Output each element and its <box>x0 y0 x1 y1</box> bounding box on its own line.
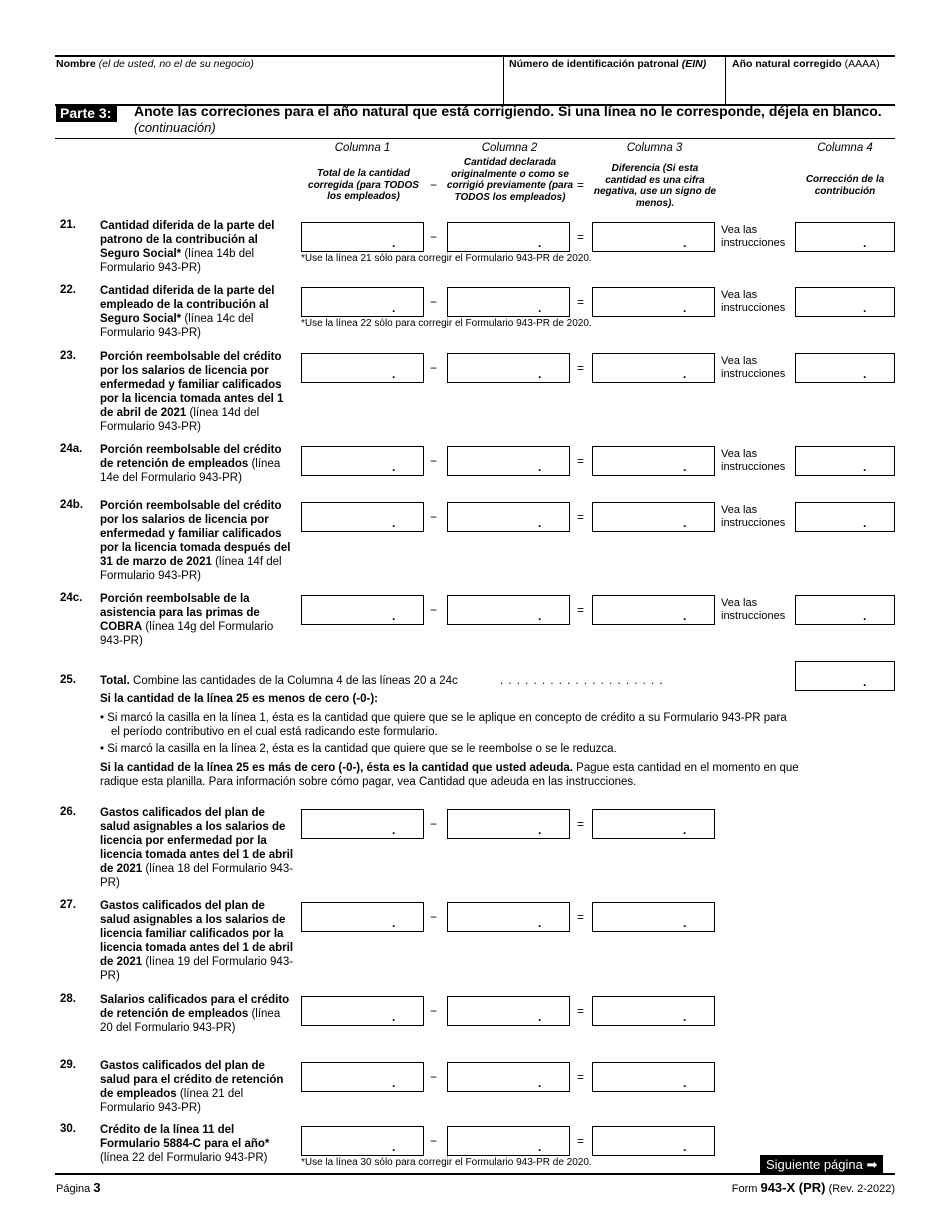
col1-amount-box[interactable]: . <box>301 353 424 383</box>
equals-sign: = <box>577 1070 585 1084</box>
col4-description: Corrección de la contribución <box>805 174 885 197</box>
line-label: Salarios calificados para el crédito de retención de empleados (línea 20 del Formulario 943-PR) <box>100 994 290 1034</box>
col1-title: Columna 1 <box>334 142 391 154</box>
minus-sign: − <box>430 1134 438 1148</box>
col3-amount-box[interactable]: . <box>592 996 715 1026</box>
line25-number: 25. <box>60 674 76 686</box>
col2-amount-box[interactable]: . <box>447 595 570 625</box>
col4-amount-box[interactable]: . <box>795 595 895 625</box>
col4-amount-box[interactable]: . <box>795 287 895 317</box>
col2-amount-box[interactable]: . <box>447 502 570 532</box>
line-label: Porción reembolsable de la asistencia para las primas de COBRA (línea 14g del Formulario 943-PR) <box>100 593 274 647</box>
minus-sign: − <box>430 910 438 924</box>
col3-amount-box[interactable]: . <box>592 902 715 932</box>
line25-total-box[interactable]: . <box>795 661 895 691</box>
equals-sign: = <box>577 230 585 244</box>
col3-amount-box[interactable]: . <box>592 502 715 532</box>
col1-amount-box[interactable]: . <box>301 595 424 625</box>
col1-amount-box[interactable]: . <box>301 287 424 317</box>
col3-amount-box[interactable]: . <box>592 353 715 383</box>
equals-sign: = <box>577 1134 585 1148</box>
line-footnote: *Use la línea 21 sólo para corregir el Formulario 943-PR de 2020. <box>301 253 592 264</box>
col2-amount-box[interactable]: . <box>447 1062 570 1092</box>
col4-amount-box[interactable]: . <box>795 502 895 532</box>
col4-amount-box[interactable]: . <box>795 353 895 383</box>
see-instructions: Vea las instrucciones <box>721 289 786 314</box>
col3-description: Diferencia (Si esta cantidad es una cifra negativa, use un signo de menos). <box>593 163 717 209</box>
minus-sign: − <box>430 603 438 617</box>
equals-sign: = <box>577 295 585 309</box>
line25-less-than-zero: Si la cantidad de la línea 25 es menos de cero (-0-): <box>100 693 379 705</box>
line-label: Porción reembolsable del crédito por los salarios de licencia por enfermedad y familiar calificados por la licencia tomada antes del 1 de abril de 2021 (línea 14d del Formulario 943-PR) <box>100 351 284 433</box>
equals-sign: = <box>577 603 585 617</box>
line-label: Gastos calificados del plan de salud asignables a los salarios de licencia familiar calificados por la licencia tomada antes del 1 de abril de 2021 (línea 19 del Formulario 943-PR) <box>100 900 294 982</box>
ein-field-label: Número de identificación patronal (EIN) <box>509 58 707 70</box>
line-number: 24a. <box>60 443 83 455</box>
name-field-label: Nombre (el de usted, no el de su negocio) <box>56 58 254 70</box>
equals-sign: = <box>577 910 585 924</box>
part-subtitle: (continuación) <box>134 120 216 135</box>
col2-amount-box[interactable]: . <box>447 996 570 1026</box>
col4-amount-box[interactable]: . <box>795 446 895 476</box>
col1-amount-box[interactable]: . <box>301 809 424 839</box>
equals-sign: = <box>577 361 585 375</box>
equals-sign: = <box>577 817 585 831</box>
line-number: 26. <box>60 806 76 818</box>
name-input[interactable] <box>58 76 498 100</box>
line-label: Gastos calificados del plan de salud asignables a los salarios de licencia por enfermedad por la licencia tomada antes del 1 de abril de 2021 (línea 18 del Formulario 943-PR) <box>100 807 294 889</box>
see-instructions: Vea las instrucciones <box>721 504 786 529</box>
col1-amount-box[interactable]: . <box>301 1062 424 1092</box>
col3-amount-box[interactable]: . <box>592 595 715 625</box>
part-label: Parte 3: <box>56 104 117 122</box>
equals-sign: = <box>577 454 585 468</box>
col2-amount-box[interactable]: . <box>447 902 570 932</box>
ein-input[interactable] <box>507 76 721 100</box>
col1-amount-box[interactable]: . <box>301 502 424 532</box>
line25-bullet-2: • Si marcó la casilla en la línea 2, ésta es la cantidad que quiere que se le reembolse o se le reduzca. <box>100 743 617 755</box>
see-instructions: Vea las instrucciones <box>721 355 786 380</box>
line-label: Porción reembolsable del crédito por los salarios de licencia por enfermedad y familiar calificados por la licencia tomada después del 31 de marzo de 2021 (línea 14f del Formulario 943-PR) <box>100 500 291 582</box>
next-page-button[interactable]: Siguiente página ➡ <box>760 1155 883 1174</box>
line-footnote: *Use la línea 22 sólo para corregir el Formulario 943-PR de 2020. <box>301 318 592 329</box>
year-field-label: Año natural corregido (AAAA) <box>732 58 880 70</box>
see-instructions: Vea las instrucciones <box>721 597 786 622</box>
col4-title: Columna 4 <box>817 142 873 154</box>
col3-amount-box[interactable]: . <box>592 809 715 839</box>
minus-sign: − <box>430 510 438 524</box>
minus-sign: − <box>430 1004 438 1018</box>
col2-amount-box[interactable]: . <box>447 446 570 476</box>
line-label: Porción reembolsable del crédito de retención de empleados (línea 14e del Formulario 943-PR) <box>100 444 282 484</box>
minus-sign: − <box>430 454 438 468</box>
col2-description: Cantidad declarada originalmente o como se corrigió previamente (para TODOS los empleados) <box>446 157 574 203</box>
col1-amount-box[interactable]: . <box>301 1126 424 1156</box>
col3-amount-box[interactable]: . <box>592 1126 715 1156</box>
col3-title: Columna 3 <box>626 142 683 154</box>
line-number: 22. <box>60 284 76 296</box>
part-title: Anote las correciones para el año natural que está corrigiendo. Si una línea no le corresponde, déjela en blanco. <box>134 103 882 119</box>
col2-title: Columna 2 <box>481 142 538 154</box>
equals-sign: = <box>577 1004 585 1018</box>
col1-amount-box[interactable]: . <box>301 996 424 1026</box>
equals-sign: = <box>577 510 585 524</box>
col1-amount-box[interactable]: . <box>301 902 424 932</box>
line-label: Cantidad diferida de la parte del empleado de la contribución al Seguro Social* (línea 14c del Formulario 943-PR) <box>100 285 275 339</box>
minus-sign: − <box>430 1070 438 1084</box>
col2-amount-box[interactable]: . <box>447 287 570 317</box>
line25-bullet-1: • Si marcó la casilla en la línea 1, ésta es la cantidad que quiere que se le aplique en concepto de crédito a su Formulario 943-PR para el período contributivo en el cual está radicando este formulario. <box>100 712 787 738</box>
col3-amount-box[interactable]: . <box>592 1062 715 1092</box>
minus-sign: − <box>430 295 438 309</box>
col2-amount-box[interactable]: . <box>447 353 570 383</box>
col2-amount-box[interactable]: . <box>447 809 570 839</box>
col2-amount-box[interactable]: . <box>447 222 570 252</box>
see-instructions: Vea las instrucciones <box>721 224 786 249</box>
col3-amount-box[interactable]: . <box>592 222 715 252</box>
col1-amount-box[interactable]: . <box>301 446 424 476</box>
line-footnote: *Use la línea 30 sólo para corregir el Formulario 943-PR de 2020. <box>301 1157 592 1168</box>
line25-leader-dots: . . . . . . . . . . . . . . . . . . . . <box>500 675 664 687</box>
col-header-minus: − <box>430 178 438 192</box>
minus-sign: − <box>430 817 438 831</box>
col-header-equals: = <box>577 178 585 192</box>
line-number: 23. <box>60 350 76 362</box>
line25-total: Total. Combine las cantidades de la Columna 4 de las líneas 20 a 24c <box>100 675 458 687</box>
col2-amount-box[interactable]: . <box>447 1126 570 1156</box>
minus-sign: − <box>430 361 438 375</box>
col1-description: Total de la cantidad corregida (para TODOS los empleados) <box>308 168 419 202</box>
see-instructions: Vea las instrucciones <box>721 448 786 473</box>
form-identifier: Form 943-X (PR) (Rev. 2-2022) <box>731 1180 895 1195</box>
year-input[interactable] <box>729 76 893 100</box>
line-label: Gastos calificados del plan de salud para el crédito de retención de empleados (línea 21 del Formulario 943-PR) <box>100 1060 284 1114</box>
line-number: 24c. <box>60 592 83 604</box>
line25-more-than-zero: Si la cantidad de la línea 25 es más de cero (-0-), ésta es la cantidad que usted adeuda. Pague esta cantidad en el momento en que radique esta planilla. Para información sobre cómo pagar, vea Cantidad que adeuda en las instrucciones. <box>100 762 799 788</box>
line-number: 21. <box>60 219 76 231</box>
col1-amount-box[interactable]: . <box>301 222 424 252</box>
line-label: Crédito de la línea 11 del Formulario 5884-C para el año* (línea 22 del Formulario 943-PR) <box>100 1124 270 1164</box>
page-number: Página 3 <box>56 1180 101 1195</box>
line-number: 27. <box>60 899 76 911</box>
col3-amount-box[interactable]: . <box>592 446 715 476</box>
line-number: 24b. <box>60 499 84 511</box>
line-label: Cantidad diferida de la parte del patrono de la contribución al Seguro Social* (línea 14b del Formulario 943-PR) <box>100 220 275 274</box>
col4-amount-box[interactable]: . <box>795 222 895 252</box>
line-number: 28. <box>60 993 76 1005</box>
line-number: 30. <box>60 1123 76 1135</box>
minus-sign: − <box>430 230 438 244</box>
line-number: 29. <box>60 1059 76 1071</box>
col3-amount-box[interactable]: . <box>592 287 715 317</box>
